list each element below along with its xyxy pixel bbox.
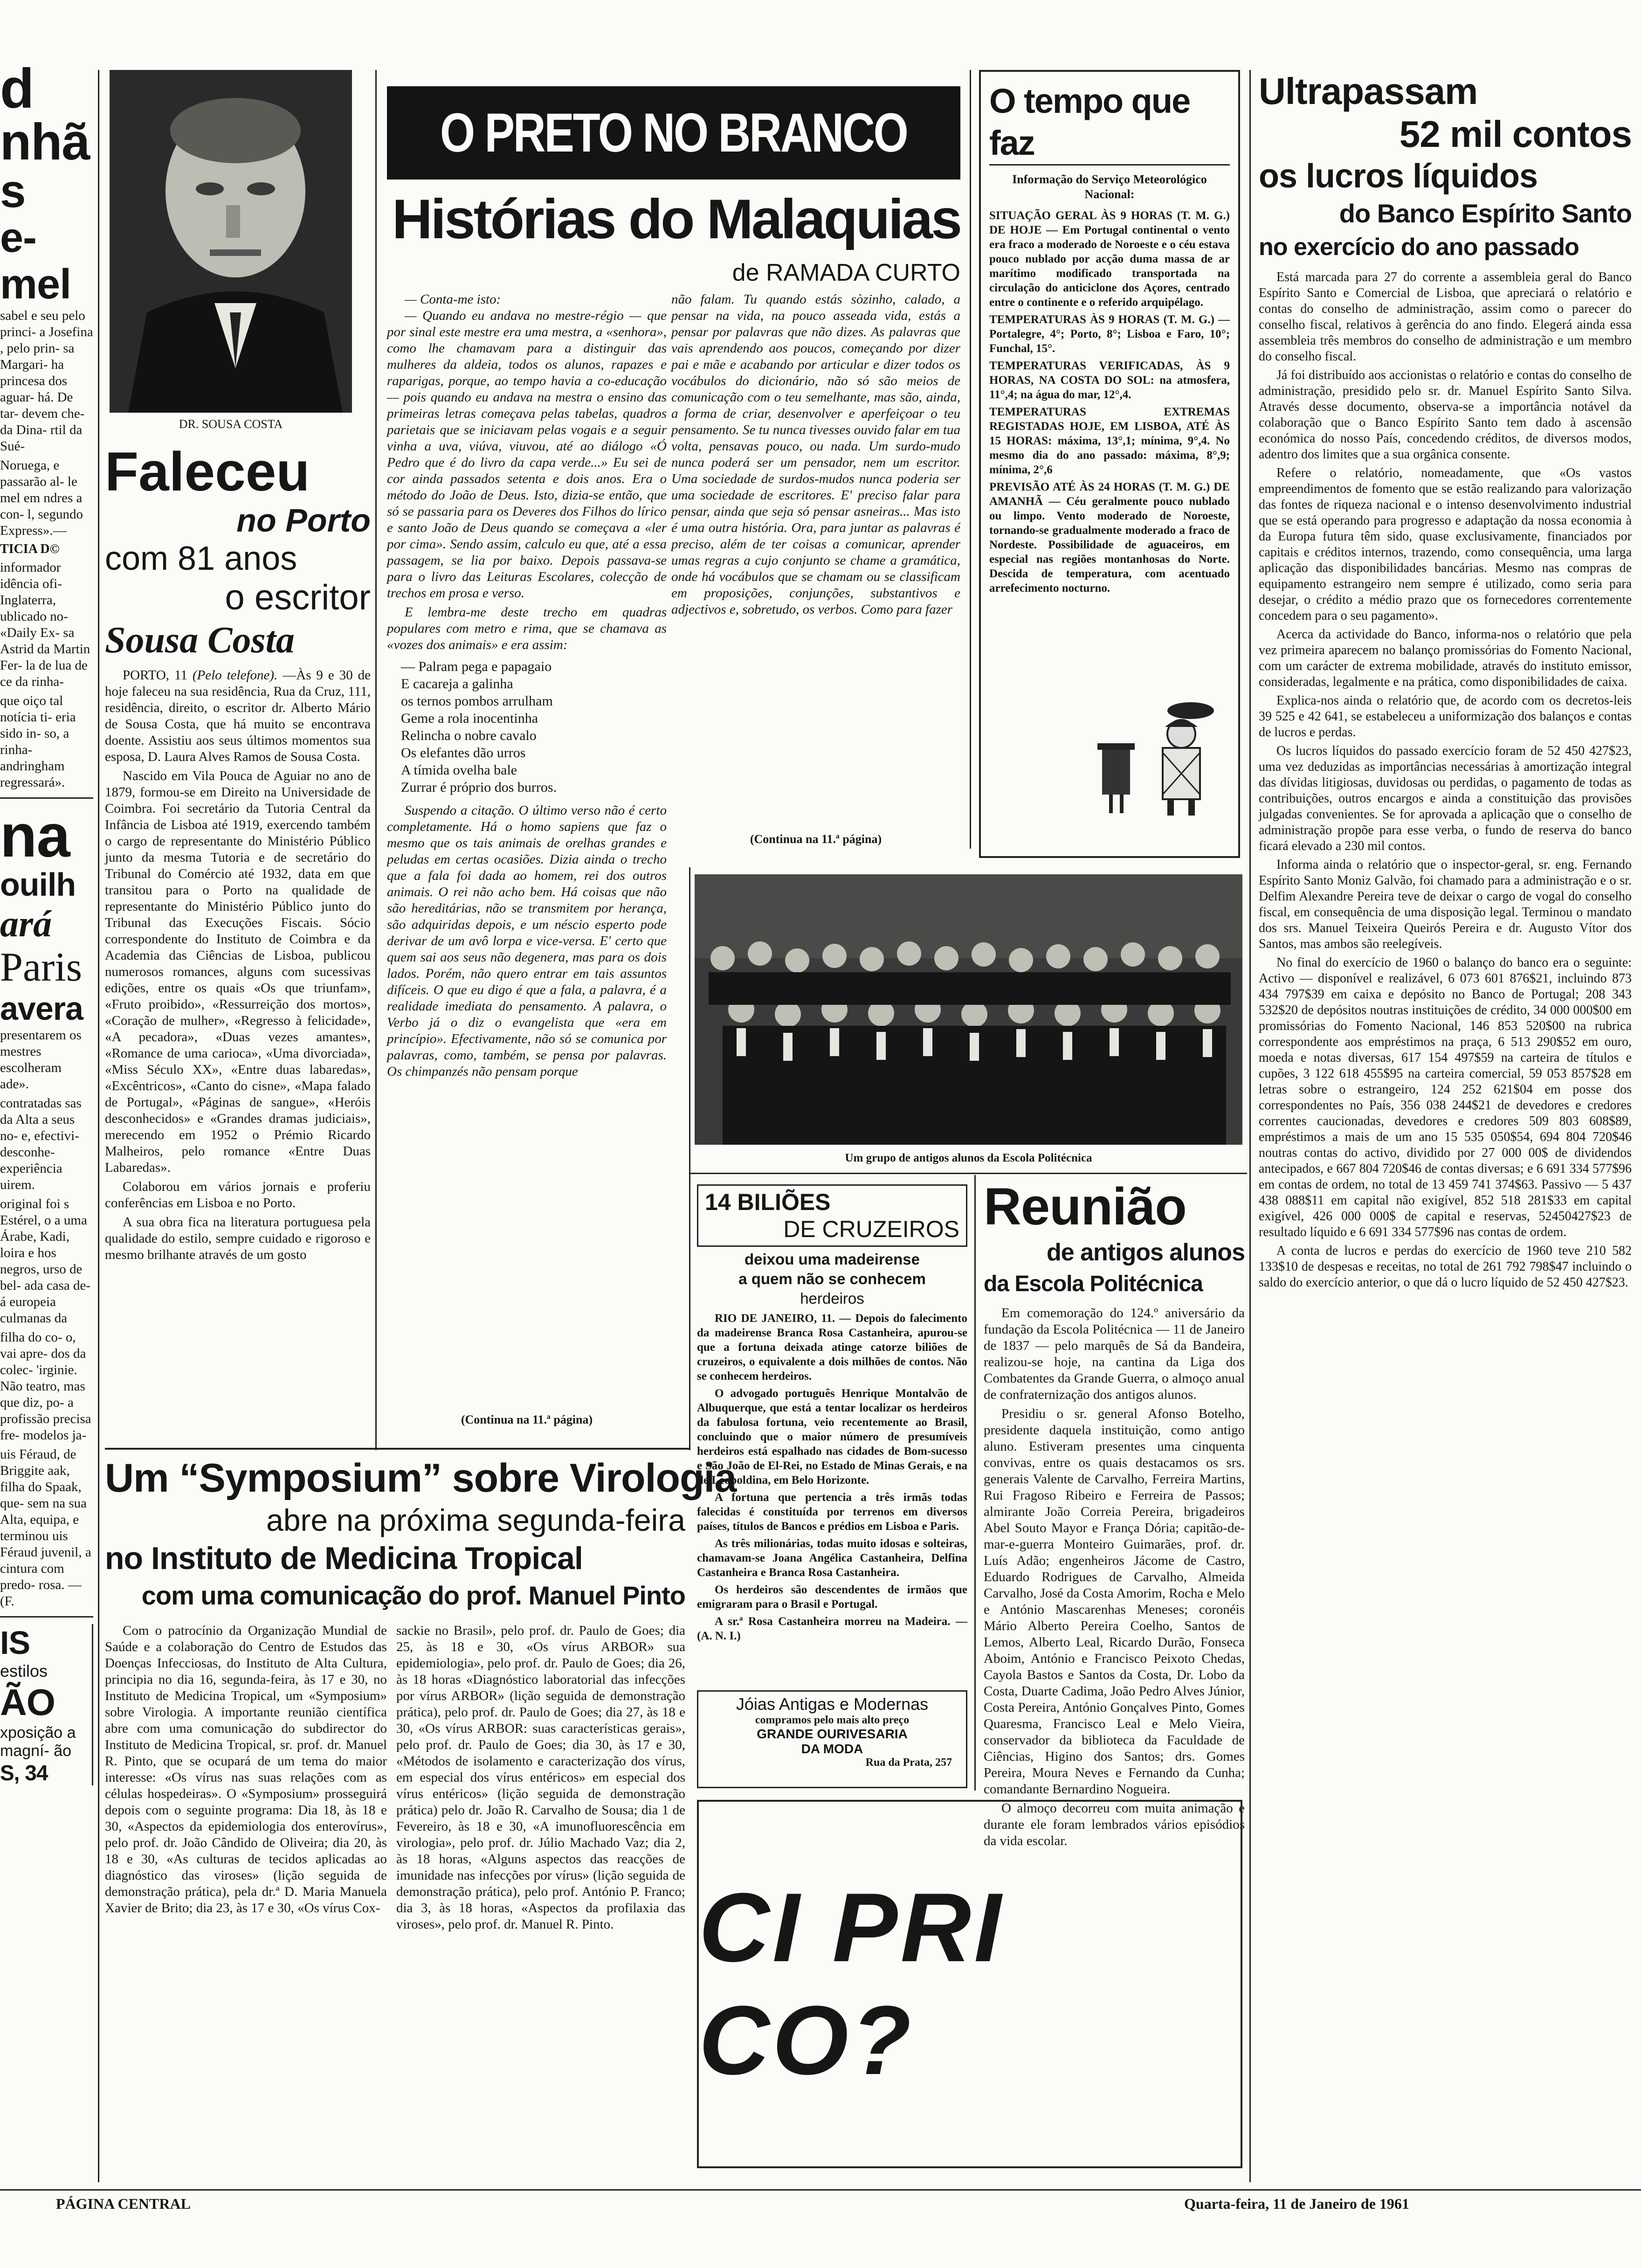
- poem-line: Relincha o nobre cavalo: [401, 728, 537, 743]
- obituary-paragraph: [105, 667, 371, 765]
- banco-headline: 52 mil contos: [1399, 113, 1632, 155]
- divider: [0, 1616, 93, 1618]
- weather-paragraph: [989, 405, 1230, 477]
- weather-paragraph: [989, 359, 1230, 402]
- weather-head: TEMPERATURAS VERIFICADAS, ÀS 9 HORAS, NA COSTA DO SOL:: [989, 360, 1230, 387]
- weather-head: PREVISÃO ATÉ ÀS 24 HORAS (T. M. G.) DE AMANHÃ —: [989, 481, 1230, 508]
- banco-article: [1259, 70, 1632, 1293]
- symposium-column-1: [105, 1623, 387, 1916]
- column-rule: [1249, 70, 1251, 2182]
- cipri-ad: [697, 1800, 1242, 2168]
- dateline-note: (Pelo telefone).: [192, 668, 278, 683]
- obituary-text: —Às 9 e 30 de hoje faleceu na sua residência, Rua da Cruz, 111, residência, direito, o escritor dr. Alberto Mário de Sousa Costa, que há muito se encontrava doente. Assistiu aos seus últimos momentos sua esposa, D. Laura Alves Ramos de Sousa Costa.: [105, 668, 371, 764]
- group-photo-caption: Um grupo de antigos alunos da Escola Politécnica: [845, 1152, 1092, 1164]
- fragment-headline: nhã: [0, 113, 90, 171]
- portrait-caption: DR. SOUSA COSTA: [179, 417, 283, 431]
- obituary-headline: Sousa Costa: [105, 620, 295, 661]
- fragment-headline: d: [0, 57, 34, 120]
- reuniao-article: [984, 1177, 1245, 1852]
- fragment-headline: s: [0, 165, 26, 217]
- preto-paragraph: E lembra-me deste trecho em quadras populares com metro e rima, que se chamava as «vozes dos animais» e era assim:: [387, 605, 667, 652]
- left-fragment-column: [0, 56, 93, 2182]
- weather-title: O tempo que faz: [989, 80, 1230, 166]
- column-rule: [970, 70, 971, 849]
- reuniao-headline: de antigos alunos: [1046, 1239, 1245, 1266]
- bilioes-subhead: a quem não se conhecem: [738, 1270, 926, 1287]
- fragment-headline: ouilh: [0, 866, 76, 903]
- preto-paragraph: — Conta-me isto:: [405, 292, 501, 307]
- weather-paragraph: [989, 480, 1230, 595]
- footer-rule: [0, 2189, 1641, 2191]
- weather-head: TEMPERATURAS EXTREMAS REGISTADAS HOJE, EM LISBOA, ATÉ ÀS 15 HORAS:: [989, 406, 1230, 447]
- preto-byline: [387, 259, 960, 287]
- weather-intro: Informação do Serviço Meteorológico Nacional:: [1012, 173, 1207, 201]
- banco-headline: Ultrapassam: [1259, 70, 1478, 112]
- fragment-ad: [0, 1624, 93, 1785]
- ad-text: compramos pelo mais alto preço: [755, 1714, 910, 1726]
- symposium-article: [105, 1455, 737, 1613]
- poem: [401, 658, 667, 796]
- poem-line: — Palram pega e papagaio: [401, 659, 552, 674]
- ad-text: CI PRI CO?: [699, 1873, 1004, 2095]
- banco-paragraph: Está marcada para 27 do corrente a assembleia geral do Banco Espírito Santo e Comercial de Lisboa, que apreciará o relatório e contas do conselho de administração, assim como o parecer do conselho fiscal, relativos à gerência do ano findo. Elegerá ainda essa assembleia três membros do conselho de administração e um membro do conselho fiscal.: [1259, 270, 1632, 364]
- poem-line: E cacareja a galinha: [401, 676, 513, 691]
- bilioes-head-box: [697, 1184, 967, 1247]
- weather-box: [979, 70, 1240, 858]
- column-rule: [98, 70, 99, 2182]
- banco-headline: do Banco Espírito Santo: [1339, 199, 1632, 228]
- horizontal-rule: [690, 1173, 1247, 1174]
- reuniao-paragraph: Em comemoração do 124.º aniversário da fundação da Escola Politécnica — 11 de Janeiro de 1837 — pelo marquês de Sá da Bandeira, realizou-se hoje, na cantina da Liga dos Combatentes da Grande Guerra, o almoço anual de confraternização dos antigos alunos.: [984, 1306, 1245, 1402]
- obituary-article: [105, 443, 371, 1266]
- bilioes-headline: 14 BILIÕES: [705, 1189, 831, 1215]
- weather-text: máxima, 13°,1; mínima, 9°,4. No mesmo dia do ano passado: máxima, 8°,9; mínima, 2°,6: [989, 435, 1230, 476]
- bilioes-paragraph: Os herdeiros são descendentes de irmãos que emigraram para o Brasil e Portugal.: [697, 1583, 967, 1611]
- symposium-paragraph: sackie no Brasil», pelo prof. dr. Paulo de Goes; dia 25, às 18 e 30, «Os vírus ARBOR» sua epidemiologia», pelo prof. dr. Paulo de Goes; dia 26, às 18 horas «Diagnóstico laboratorial das infecções por vírus ARBOR» (lição seguida de demonstração prática), pelo prof. dr. Paulo de Goes; dia 27, às 18 e 30, «Os vírus ARBOR: suas características gerais», pelo prof. dr. Paulo de Goes; dia 30, às 17 e 30, «Métodos de isolamento e caracterização dos vírus, em especial dos vírus entéricos» em especial dos vírus entéricos» (lição seguida de demonstração prática) pelo dr. João R. Carvalho de Sousa; dia 1 de Fevereiro, às 18 e 30, «A imunofluorescência em virologia», pelo prof. dr. Júlio Machado Vaz; dia 2, às 18 horas, «Alguns aspectos das reacções de imunidade nas infecções por vírus» (lição seguida de demonstração prática), pelo prof. António P. Franco; dia 3, às 18 horas, «Aspectos da profilaxia das viroses», pelo prof. dr. Manuel R. Pinto.: [396, 1623, 685, 1932]
- bilioes-paragraph: A fortuna que pertencia a três irmãs todas falecidas é constituída por terrenos em diversos países, títulos de Bancos e prédios em Lisboa e Paris.: [697, 1491, 967, 1533]
- bilioes-article: [697, 1184, 967, 1646]
- symposium-headline: no Instituto de Medicina Tropical: [105, 1541, 583, 1576]
- preto-title: Histórias do Malaquias: [392, 188, 960, 250]
- bilioes-paragraph: As três milionárias, todas muito idosas e solteiras, chamavam-se Joana Angélica Castanheira, Delfina Castanheira e Branca Rosa Castanheira.: [697, 1537, 967, 1579]
- group-photo: [695, 874, 1242, 1145]
- ad-text: estilos: [0, 1661, 48, 1680]
- obituary-headline: o escritor: [225, 578, 371, 617]
- column-rule: [974, 1175, 976, 1791]
- preto-paragraph: não falam. Tu quando estás sòzinho, calado, a pensar na vida, na pouco asseada vida, estás a pensar por palavras que não dizes. As palavras que vais aprendendo aos poucos, começando por dizer pai e mãe e acabando por articular e dizer todos os vocábulos do dicionário, não só são meios de comunicação com o teu semelhante, mas são, ainda, a forma de criar, desenvolver e aperfeiçoar o teu pensamento. Se tu nunca tivesses ouvido falar em tua volta, pensavas pouco, ou nada. Um surdo-mudo nunca poderá ser um pensador, nem um escritor. Uma sociedade de surdos-mudos nunca poderia ser uma sociedade de escritores. E' preciso falar para pensar, ainda que seja só pensar asneiras... Mas isto é uma outra história. Ora, para juntar as palavras é preciso, além de ter coisas a comunicar, aprender umas regras a cujo conjunto se chame a gramática, onde há vocábulos que se chamam ou se classificam em proposições, conjunções, substantivos e adjectivos e, sobretudo, os verbos. Como para fazer: [671, 292, 960, 617]
- bilioes-paragraph: A sr.ª Rosa Castanheira morreu na Madeira. — (A. N. I.): [697, 1615, 967, 1642]
- continuation-note: (Continua na 11.ª página): [750, 832, 882, 846]
- continuation-note: (Continua na 11.ª página): [461, 1413, 593, 1426]
- preto-paragraph: Suspendo a citação. O último verso não é certo completamente. Há o homo sapiens que faz o mesmo que os tais animais de orelhas grandes e peludas em certas ocasiões. Dizia ainda o trecho que a fala foi dada ao homem, rei dos outros animais. O rei não acho bem. Há coisas que não são hereditárias, não se transmitem por herança, são adquiridas depois, e um néscio esperto pode derivar de um avô lorpa e vice-versa. E' certo que quem sai aos seus não degenera, mas para os dois lados. Porém, não quero entrar em tais assuntos difíceis. O que eu digo é que a fala, a palavra, é a realidade imediata do pensamento. A palavra, o Verbo já o diz o evangelista que «era em princípio». Efectivamente, não só se comunica por palavras, como, também, se pensa por palavras. Os chimpanzés não pensam porque: [387, 803, 667, 1079]
- fragment-paragraph: sabel e seu pelo princi- a Josefina , pelo prin- sa Margari- ha princesa dos aguar- há. De tar- devem che- da Dina- rtil da Sué-: [0, 308, 93, 454]
- fragment-paragraph: filha do co- o, vai apre- dos da colec- 'irginie. Não teatro, mas que diz, po- a profissão precisa fre- modelos ja-: [0, 1330, 91, 1443]
- poem-line: Os elefantes dão urros: [401, 745, 526, 761]
- preto-column-1: [387, 291, 667, 1083]
- bilioes-paragraph: O advogado português Henrique Montalvão de Albuquerque, que está a tentar localizar os herdeiros da fabulosa fortuna, veio recentemente ao Brasil, concluindo que o maior número de presumíveis herdeiros está espalhado nas cidades de Bom-sucesso e São João de El-Rei, no Estado de Minas Gerais, e na de Leopoldina, em Belo Horizonte.: [697, 1387, 967, 1487]
- ad-text: S, 34: [0, 1761, 48, 1785]
- bilioes-headline: DE CRUZEIROS: [783, 1216, 959, 1242]
- reuniao-paragraph: Presidiu o sr. general Afonso Botelho, presidente daquela instituição, como antigo aluno. Estiveram presentes uma cinquenta convivas, entre os quais destacamos os srs. generais Valente de Carvalho, Ferreira Martins, Rui Fragoso Ribeiro e Ferreira de Passos; almirante João Correia Pereira, brigadeiros Abel Souto Mayor e França Dória; capitão-de-mar-e-guerra Monteiro Guimarães, prof. dr. Luís Adão; engenheiros Jácome de Castro, Eduardo Rodrigues de Carvalho, Almeida Carvalho, José da Costa Amorim, Rocha e Melo e António Mascarenhas Meneses; coronéis Mário Alberto Pereira Coelho, Santos de Lemos, Alberto Leal, Ricardo Durão, Fonseca Aboim, António e Francisco Peixoto Chedas, Cayola Bastos e Santos da Costa, Dr. Lobo da Costa, Duarte Cadima, João Pedro Alves Júnior, Costa Pereira, António Gonçalves Pinto, Gomes Quaresma, Francisco Leal e Melo Vieira, conservador da biblioteca da Faculdade de Ciências, Higino dos Santos; drs. Gomes Pereira, Moura Neves e Fernando da Cunha; comandante Bernardino Nogueira.: [984, 1406, 1245, 1797]
- bilioes-paragraph: RIO DE JANEIRO, 11. — Depois do falecimento da madeirense Branca Rosa Castanheira, apurou-se que a fortuna deixada atinge catorze biliões de cruzeiros, o equivalente a dois milhões de contos. Não se conhecem herdeiros.: [697, 1312, 967, 1383]
- banco-paragraph: Informa ainda o relatório que o inspector-geral, sr. eng. Fernando Espírito Santo Moniz Galvão, foi chamado para a administração e o sr. Delfim Alexandre Pereira teve de deixar o cargo de vogal do conselho fiscal, em consequência de uma disposição legal. Terminou o mandato dos srs. Manuel Teixeira Queirós Pereira e dr. Augusto Vítor dos Santos, mas ambos são reelegíveis.: [1259, 857, 1632, 951]
- symposium-column-2: [396, 1623, 685, 1933]
- reuniao-paragraph: O almoço decorreu com muita animação e durante ele foram lembrados vários episódios da vida escolar.: [984, 1801, 1245, 1848]
- ad-text: Rua da Prata, 257: [865, 1756, 952, 1769]
- banco-paragraph: Acerca da actividade do Banco, informa-nos o relatório que pela vez primeira aparecem no balanço promissórias do Fomento Nacional, com um carácter de extrema mobilidade, através do instituto emissor, consideradas, legalmente e na prática, como disponibilidades de caixa.: [1259, 627, 1632, 689]
- symposium-headline: Um “Symposium” sobre Virologia: [105, 1456, 737, 1500]
- banco-headline: os lucros líquidos: [1259, 158, 1538, 195]
- fragment-tag: TICIA D©: [0, 542, 60, 556]
- poem-line: A tímida ovelha bale: [401, 762, 517, 778]
- obituary-paragraph: Nascido em Vila Pouca de Aguiar no ano de 1879, formou-se em Direito na Universidade de Coimbra. Foi secretário da Tutoria Central da Infância de Lisboa até 1919, exercendo também o cargo de representante do Ministério Público junto da mesma Tutoria e de secretário do Tribunal do Comércio até 1932, data em que transitou para o Porto na qualidade de representante do Ministério Público junto do Tribunal das Execuções Fiscais. Sócio correspondente do Instituto de Coimbra e da Academia das Ciências de Lisboa, publicou numerosos romances, alguns com sucessivas edições, entre os quais «Os que triunfam», «Fruto proibido», «Ressurreição dos mortos», «Coração de mulher», «Regresso à felicidade», «A pecadora», «Duas vezes amantes», «Romance de uma carioca», «Uma divorciada», «Miss Século XX», «Entre duas labaredas», «Excêntricos», «Canto do cisne», «Mapa falado de Portugal», «Páginas de sangue», «Heróis desconhecidos» e «Grandes dramas judiciais», merecendo em 1952 o Prémio Ricardo Malheiros, pelo romance «Entre Duas Labaredas».: [105, 768, 371, 1175]
- banco-paragraph: Explica-nos ainda o relatório que, de acordo com os decretos-leis 39 525 e 42 641, se estabeleceu a uniformização dos balanços e contas de lucros e perdas.: [1259, 693, 1632, 740]
- symposium-headline: com uma comunicação do prof. Manuel Pinto: [141, 1581, 685, 1610]
- dateline: PORTO, 11: [123, 668, 187, 683]
- man-portrait-icon: [110, 70, 352, 413]
- ad-text: Jóias Antigas e Modernas: [736, 1694, 929, 1714]
- column-rule: [689, 867, 690, 1450]
- obituary-paragraph: Colaborou em vários jornais e proferiu conferências em Lisboa e no Porto.: [105, 1179, 371, 1210]
- poem-line: Zurrar é próprio dos burros.: [401, 780, 557, 795]
- symposium-paragraph: Com o patrocínio da Organização Mundial de Saúde e a colaboração do Centro de Estudos das Doenças Infecciosas, do Instituto de Alta Cultura, principia no dia 16, segunda-feira, às 17 e 30, no Instituto de Medicina Tropical, um «Symposium» sobre Virologia. A importante reunião científica abre com uma comunicação do subdirector do Instituto de Medicina Tropical, sr. prof. dr. Manuel R. Pinto, que se ocupará de um tema do maior interesse: «Os vírus nas suas relações com as células hospedeiras». O «Symposium» prosseguirá depois com o seguinte programa: Dia 18, às 18 e 30, «Aspectos da epidemiologia dos enterovírus», pelo prof. dr. João Cândido de Oliveira; dia 20, às 18 e 30, «As culturas de tecidos aplicadas ao diagnóstico das viroses» (lição seguida de demonstração prática), pela dr.ª D. Maria Manuela Xavier de Brito; dia 23, às 17 e 30, «Os vírus Cox-: [105, 1623, 387, 1915]
- bilioes-subhead: deixou uma madeirense: [745, 1251, 920, 1268]
- poem-line: Geme a rola inocentinha: [401, 711, 538, 726]
- divider: [0, 797, 93, 799]
- ad-text: ÃO: [0, 1681, 55, 1723]
- fragment-headline: e-mel: [0, 214, 71, 308]
- weather-head: TEMPERATURAS ÀS 9 HORAS (T. M. G.) —: [989, 313, 1230, 326]
- byline-prefix: de: [732, 259, 759, 286]
- banco-paragraph: Já foi distribuído aos accionistas o relatório e contas do conselho de administração, presidido pelo sr. dr. Manuel Espírito Santo Silva. Através desse documento, observa-se a importância notável da colaboração que o Banco Espírito Santo tem dado à ascensão económica do nosso País, concedendo créditos, de diversos modos, adentro dos limites que a sua orgânica consente.: [1259, 368, 1632, 462]
- ad-text: GRANDE OURIVESARIA: [757, 1727, 908, 1741]
- preto-column-2: [671, 291, 960, 618]
- obituary-headline: no Porto: [236, 502, 371, 539]
- horizontal-rule: [105, 1448, 690, 1450]
- fragment-paragraph: que oiço tal notícia ti- eria sido in- so, a rinha- andringham regressará».: [0, 693, 76, 790]
- preto-banner: [387, 86, 960, 180]
- bilioes-subhead: herdeiros: [800, 1290, 864, 1307]
- byline-author: RAMADA CURTO: [765, 259, 960, 286]
- obituary-paragraph: A sua obra fica na literatura portuguesa pela qualidade do estilo, sempre cuidado e rigoroso e mesmo brilhante através de um gosto: [105, 1215, 371, 1262]
- obituary-headline: com 81 anos: [105, 540, 297, 577]
- weather-paragraph: [989, 312, 1230, 356]
- reuniao-headline: Reunião: [984, 1177, 1186, 1236]
- weather-text: na atmosfera, 11°,4; na água do mar, 12°,4.: [989, 374, 1230, 401]
- banco-headline: no exercício do ano passado: [1259, 234, 1579, 261]
- fragment-paragraph: Noruega, e passarão al- le mel em ndres a con- l, segundo Express».—: [0, 458, 83, 538]
- fragment-headline: Paris: [0, 945, 82, 990]
- column-rule: [375, 70, 377, 1450]
- weather-head: SITUAÇÃO GERAL ÀS 9 HORAS (T. M. G.) DE HOJE —: [989, 209, 1230, 236]
- weather-paragraph: [989, 208, 1230, 310]
- fragment-paragraph: original foi s Estérel, o a uma Árabe, Kadi, loira e hos negros, urso de bel- ada casa de- á europeia culmanas da: [0, 1196, 91, 1326]
- poem-line: os ternos pombos arrulham: [401, 693, 553, 709]
- fragment-paragraph: informador idência ofi- Inglaterra, ublicado no- «Daily Ex- sa Astrid da Martin Fer- la de lua de ce da rinha-: [0, 560, 90, 689]
- joias-ad: [697, 1690, 967, 1788]
- weather-cartoon-icon: [1088, 683, 1228, 823]
- fragment-paragraph: uis Féraud, de Briggite aak, filha do Spaak, que- sem na sua Alta, equipa, e terminou uis Féraud juvenil, a cintura com predo- rosa. — (F.: [0, 1447, 91, 1609]
- preto-paragraph: — Quando eu andava no mestre-régio — que por sinal este mestre era uma mestra, a «senhora», como lhe chamavam para a distinguir das mulheres da aldeia, todos os alunos, rapazes e raparigas, porque, ao tempo havia a co-educação — pois quando eu andava na mestra o ensino das primeiras letras começava pelas tabelas, quadros parietais que se iniciavam pelas vogais e a seguir vinha a uva, viúva, viuvou, até ao diálogo «Ó Pedro que é do livro da capa verde...» Eu sei de cor ainda passados setenta e dois anos. Era o método do João de Deus. Isto, dizia-se então, que só se passaria para os Deveres dos Filhos do lírico e santo João de Deus quando se começava a «ler por cima». Sendo assim, calculo eu que, até a essa passagem, se lia por baixo. Depois passava-se para o livro das Leituras Escolares, colecção de trechos em prosa e verso.: [387, 308, 667, 601]
- weather-text: Céu geralmente pouco nublado ou limpo. Vento moderado de Noroeste, tornando-se gradualmente moderado a fraco de Nordeste. Possibilidade de aguaceiros, em especial nas regiões montanhosas do Norte. Descida de temperatura, com acentuado arrefecimento nocturno.: [989, 495, 1230, 595]
- banco-paragraph: A conta de lucros e perdas do exercício de 1960 teve 210 582 133$10 de despesas e receitas, no total de 261 792 798$47 incluindo o saldo do exercício anterior, o que dá o lucro líquido de 52 450 427$23.: [1259, 1244, 1632, 1290]
- ad-text: DA MODA: [801, 1742, 863, 1756]
- banco-paragraph: Refere o relatório, nomeadamente, que «Os vastos empreendimentos de fomento que se estão realizando para valorização das fontes de riqueza nacional e o intenso desenvolvimento industrial que se está operando para progresso e adaptação da nossa economia à da Europa futura têm sido, quase exclusivamente, financiados por capitais e créditos internos, trazendo, como consequência, uma larga aplicação das disponibilidades bancárias. Mesmo nas compras de equipamento estrangeiro nem sempre é utilizado, como seria para desejar, o crédito a médio prazo que os fornecedores correntemente concedem para o seu pagamento».: [1259, 466, 1632, 623]
- weather-text: Portalegre, 4°; Porto, 8°; Lisboa e Faro, 10°; Funchal, 15°.: [989, 328, 1230, 355]
- fragment-paragraph: contratadas sas da Alta a seus no- e, efectivi- desconhe- experiência uirem.: [0, 1096, 82, 1192]
- symposium-headline: abre na próxima segunda-feira: [266, 1503, 685, 1537]
- fragment-paragraph: presentarem os mestres escolheram ade».: [0, 1028, 82, 1092]
- fragment-headline: na: [0, 802, 70, 870]
- fragment-headline: ará: [0, 904, 52, 945]
- obituary-headline: Faleceu: [105, 441, 310, 503]
- weather-text: Em Portugal continental o vento era fraco a moderado de Noroeste e o céu estava pouco nublado por acção duma massa de ar marítimo modificado transportada na circulação do anticiclone dos Açores, centrado entre o continente e o referido arquipélago.: [989, 224, 1230, 309]
- ad-text: IS: [0, 1625, 30, 1661]
- footer-right: Quarta-feira, 11 de Janeiro de 1961: [1184, 2195, 1409, 2212]
- portrait-photo: [110, 70, 352, 413]
- group-people-icon: [695, 874, 1242, 1145]
- banner-title: O PRETO NO BRANCO: [440, 102, 907, 164]
- reuniao-headline: da Escola Politécnica: [984, 1272, 1203, 1296]
- fragment-headline: avera: [0, 990, 83, 1027]
- footer-left: PÁGINA CENTRAL: [56, 2195, 191, 2212]
- banco-paragraph: Os lucros líquidos do passado exercício foram de 52 450 427$23, uma vez deduzidas as importâncias necessárias à amortização integral das dívidas litigiosas, duvidosas ou perdidas, o pagamento de todas as contribuições, outros encargos e ainda a constituição das provisões julgadas convenientes. Se for aprovada a aplicação que o conselho de administração propõe para esse verba, o fundo de reserva do banco ficará elevado a 230 mil contos.: [1259, 744, 1632, 853]
- ad-text: xposição a magní- ão: [0, 1724, 76, 1760]
- banco-paragraph: No final do exercício de 1960 o balanço do banco era o seguinte: Activo — disponível e realizável, 6 073 601 876$21, incluindo 873 434 797$39 em caixa e depósito no Banco de Portugal; 208 343 532$20 de depósitos noutras instituições de crédito, 34 000 000$00 em promissórias do Fomento Nacional, 146 853 520$00 na rubrica correspondente aos empréstimos na praça, 6 513 290$52 em ouro, moeda e notas diversas, 617 154 497$59 na carteira de títulos e cupões, 3 122 618 455$95 na carteira comercial, 59 053 857$28 em letras sobre o estrangeiro, 124 252 621$04 em posse dos correspondentes no País, 356 038 244$21 de devedores e credores correntes caucionadas, devedores e credores 509 803 608$89, empréstimos a mais de um ano 15 535 050$54, 694 804 720$46 noutras contas do activo, dividido por 27 000 00$ de dividendos antecipados, e 667 804 720$46 de contas diversas; e 6 691 334 577$96 em contas de ordem, no total de 13 459 741 374$63. Passivo — 5 437 438 088$11 em capital não exigível, 852 518 281$33 em capital exigível, 426 000 000$ de capital e reservas, 52450427$23 de resultado líquido e 6 691 334 577$96 nas contas de ordem.: [1259, 955, 1632, 1239]
